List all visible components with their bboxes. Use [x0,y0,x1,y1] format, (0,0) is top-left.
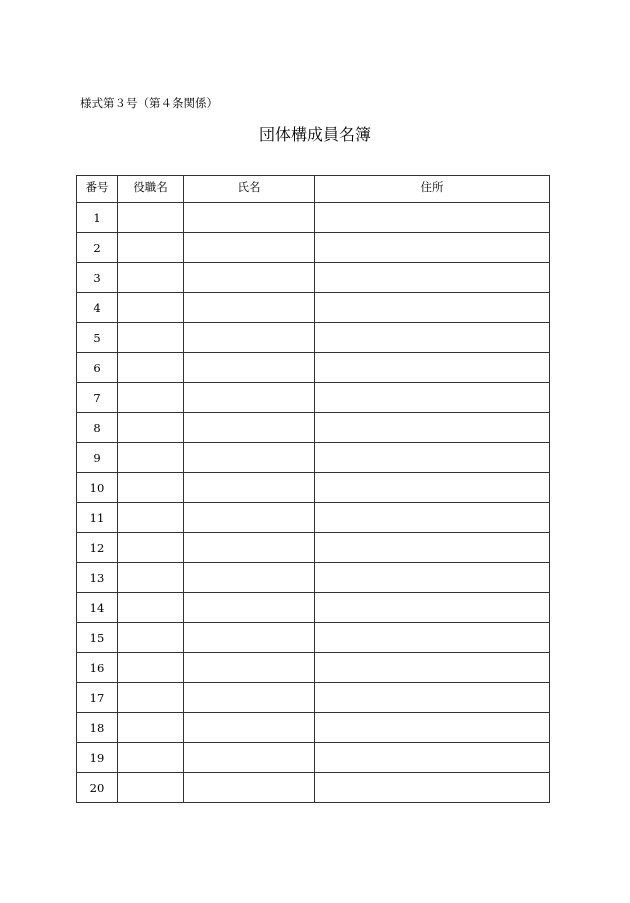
name-cell[interactable] [184,743,315,773]
name-cell[interactable] [184,593,315,623]
address-cell[interactable] [315,323,550,353]
name-cell[interactable] [184,503,315,533]
row-number-cell: 8 [77,413,118,443]
row-number-cell: 11 [77,503,118,533]
table-row [77,383,550,413]
row-number-cell: 13 [77,563,118,593]
name-cell[interactable] [184,293,315,323]
name-cell[interactable] [184,653,315,683]
address-cell[interactable] [315,683,550,713]
position-cell[interactable] [118,473,184,503]
table-row [77,413,550,443]
name-cell[interactable] [184,773,315,803]
table-row [77,623,550,653]
row-number-cell: 16 [77,653,118,683]
position-cell[interactable] [118,713,184,743]
table-row [77,503,550,533]
row-number-cell: 17 [77,683,118,713]
address-cell[interactable] [315,653,550,683]
member-roster-table [76,175,550,803]
name-cell[interactable] [184,323,315,353]
address-cell[interactable] [315,293,550,323]
address-cell[interactable] [315,533,550,563]
table-row [77,353,550,383]
row-number-cell: 6 [77,353,118,383]
table-row [77,233,550,263]
position-cell[interactable] [118,443,184,473]
table-row [77,443,550,473]
name-cell[interactable] [184,383,315,413]
row-number-cell: 14 [77,593,118,623]
name-cell[interactable] [184,233,315,263]
name-cell[interactable] [184,203,315,233]
position-cell[interactable] [118,773,184,803]
table-row [77,593,550,623]
position-cell[interactable] [118,623,184,653]
address-cell[interactable] [315,503,550,533]
table-row [77,323,550,353]
table-header-row [77,176,550,203]
address-cell[interactable] [315,563,550,593]
header-address: 住所 [315,176,550,203]
row-number-cell: 20 [77,773,118,803]
position-cell[interactable] [118,683,184,713]
row-number-cell: 12 [77,533,118,563]
address-cell[interactable] [315,713,550,743]
table-row [77,743,550,773]
row-number-cell: 15 [77,623,118,653]
table-row [77,473,550,503]
table-row [77,683,550,713]
name-cell[interactable] [184,713,315,743]
name-cell[interactable] [184,623,315,653]
name-cell[interactable] [184,263,315,293]
name-cell[interactable] [184,353,315,383]
name-cell[interactable] [184,563,315,593]
document-title: 団体構成員名簿 [258,125,371,144]
header-name: 氏名 [184,176,315,203]
table-row [77,533,550,563]
row-number-cell: 1 [77,203,118,233]
row-number-cell: 2 [77,233,118,263]
position-cell[interactable] [118,353,184,383]
position-cell[interactable] [118,593,184,623]
address-cell[interactable] [315,773,550,803]
address-cell[interactable] [315,443,550,473]
name-cell[interactable] [184,533,315,563]
row-number-cell: 9 [77,443,118,473]
address-cell[interactable] [315,623,550,653]
address-cell[interactable] [315,353,550,383]
header-number: 番号 [77,176,118,203]
name-cell[interactable] [184,443,315,473]
name-cell[interactable] [184,413,315,443]
position-cell[interactable] [118,323,184,353]
table-row [77,563,550,593]
address-cell[interactable] [315,593,550,623]
form-number-label: 様式第３号（第４条関係） [80,96,218,110]
address-cell[interactable] [315,413,550,443]
position-cell[interactable] [118,263,184,293]
position-cell[interactable] [118,743,184,773]
header-position: 役職名 [118,176,184,203]
position-cell[interactable] [118,563,184,593]
row-number-cell: 10 [77,473,118,503]
position-cell[interactable] [118,503,184,533]
position-cell[interactable] [118,653,184,683]
address-cell[interactable] [315,263,550,293]
position-cell[interactable] [118,233,184,263]
table-row [77,263,550,293]
table-row [77,653,550,683]
name-cell[interactable] [184,473,315,503]
position-cell[interactable] [118,293,184,323]
name-cell[interactable] [184,683,315,713]
position-cell[interactable] [118,383,184,413]
table-row [77,203,550,233]
row-number-cell: 19 [77,743,118,773]
row-number-cell: 4 [77,293,118,323]
address-cell[interactable] [315,473,550,503]
address-cell[interactable] [315,233,550,263]
table-row [77,293,550,323]
row-number-cell: 7 [77,383,118,413]
position-cell[interactable] [118,413,184,443]
row-number-cell: 18 [77,713,118,743]
table-row [77,713,550,743]
position-cell[interactable] [118,203,184,233]
address-cell[interactable] [315,203,550,233]
row-number-cell: 5 [77,323,118,353]
address-cell[interactable] [315,743,550,773]
table-row [77,773,550,803]
address-cell[interactable] [315,383,550,413]
row-number-cell: 3 [77,263,118,293]
position-cell[interactable] [118,533,184,563]
